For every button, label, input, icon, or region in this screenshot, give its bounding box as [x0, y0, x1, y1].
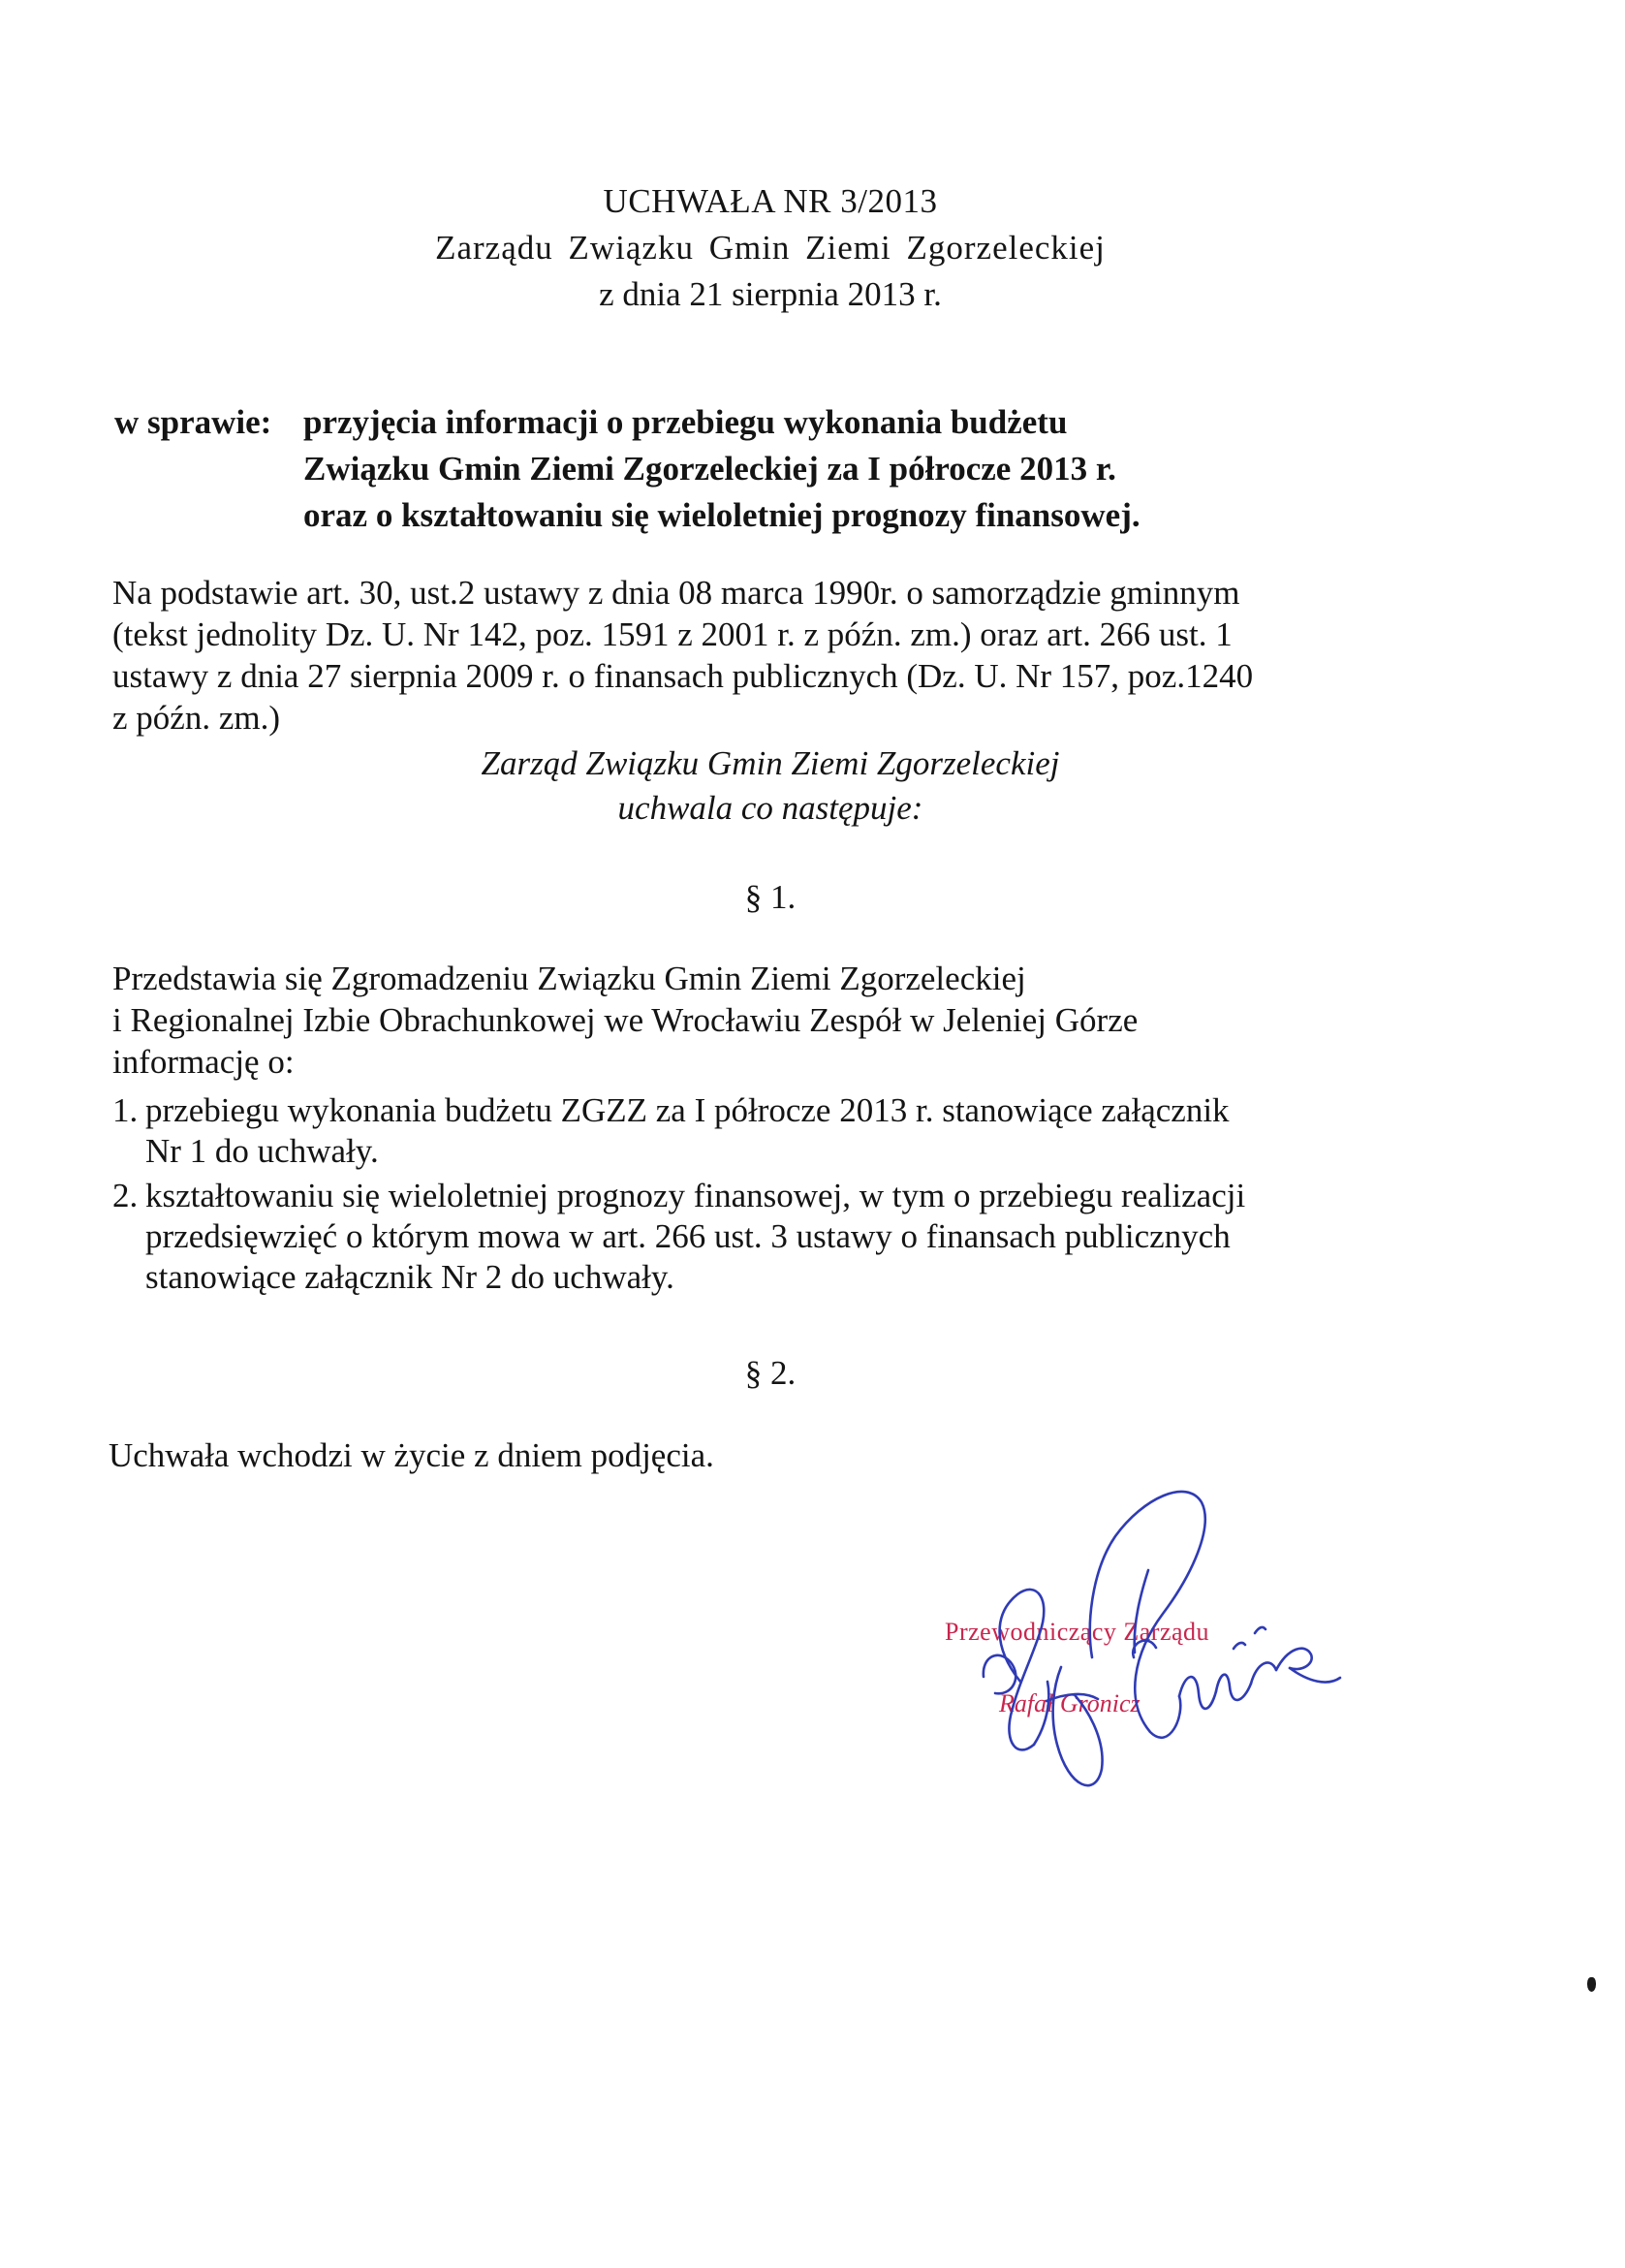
- handwritten-signature: [925, 1478, 1342, 1856]
- resolution-issuer: Zarządu Związku Gmin Ziemi Zgorzeleckiej: [435, 229, 1106, 267]
- resolution-date: z dnia 21 sierpnia 2013 r.: [599, 275, 942, 313]
- legal-basis-line-1: Na podstawie art. 30, ust.2 ustawy z dnia 08 marca 1990r. o samorządzie gminnym: [112, 574, 1240, 612]
- list-item-line: stanowiące załącznik Nr 2 do uchwały.: [145, 1258, 674, 1296]
- subject-line-1: przyjęcia informacji o przebiegu wykonania budżetu: [303, 403, 1068, 441]
- list-item-line: przebiegu wykonania budżetu ZGZZ za I półrocze 2013 r. stanowiące załącznik: [145, 1091, 1230, 1129]
- resolution-title: UCHWAŁA NR 3/2013: [603, 182, 938, 220]
- stamp-title: Przewodniczący Zarządu: [945, 1618, 1210, 1646]
- section-1-heading: § 1.: [744, 878, 797, 916]
- scan-speck: [1587, 1977, 1596, 1992]
- list-item-number: 1.: [112, 1091, 139, 1129]
- subject-label: w sprawie:: [114, 403, 272, 441]
- legal-basis-line-3: ustawy z dnia 27 sierpnia 2009 r. o finansach publicznych (Dz. U. Nr 157, poz.1240: [112, 657, 1254, 695]
- list-item-number: 2.: [112, 1177, 139, 1214]
- section-1-intro-line-3: informację o:: [112, 1043, 295, 1081]
- section-2-text: Uchwała wchodzi w życie z dniem podjęcia.: [109, 1436, 714, 1474]
- subject-line-2: Związku Gmin Ziemi Zgorzeleckiej za I półrocze 2013 r.: [303, 450, 1116, 488]
- list-item-line: kształtowaniu się wieloletniej prognozy finansowej, w tym o przebiegu realizacji: [145, 1177, 1246, 1214]
- legal-basis: [112, 572, 1411, 739]
- list-item: [112, 1176, 1245, 1298]
- stamp-name: Rafał Gronicz: [999, 1689, 1141, 1717]
- section-2-heading: § 2.: [744, 1354, 797, 1392]
- resolving-body: [0, 741, 1541, 831]
- document-header: [0, 178, 1541, 318]
- list-item: [112, 1090, 1245, 1172]
- section-1-intro-line-1: Przedstawia się Zgromadzeniu Związku Gmin Ziemi Zgorzeleckiej: [112, 960, 1026, 997]
- section-1-intro: [112, 958, 1138, 1083]
- resolution-subject: [114, 399, 1141, 539]
- resolving-body-line-2: uchwala co następuje:: [617, 789, 923, 827]
- legal-basis-line-4: z późn. zm.): [112, 699, 280, 737]
- subject-line-3: oraz o kształtowaniu się wieloletniej prognozy finansowej.: [303, 496, 1141, 534]
- list-item-line: Nr 1 do uchwały.: [145, 1132, 379, 1170]
- list-item-line: przedsięwzięć o którym mowa w art. 266 ust. 3 ustawy o finansach publicznych: [145, 1217, 1231, 1255]
- legal-basis-line-2: (tekst jednolity Dz. U. Nr 142, poz. 1591 z 2001 r. z późn. zm.) oraz art. 266 ust. 1: [112, 615, 1233, 653]
- section-1-intro-line-2: i Regionalnej Izbie Obrachunkowej we Wrocławiu Zespół w Jeleniej Górze: [112, 1001, 1139, 1039]
- resolving-body-line-1: Zarząd Związku Gmin Ziemi Zgorzeleckiej: [481, 744, 1060, 782]
- section-1-list: [112, 1090, 1245, 1298]
